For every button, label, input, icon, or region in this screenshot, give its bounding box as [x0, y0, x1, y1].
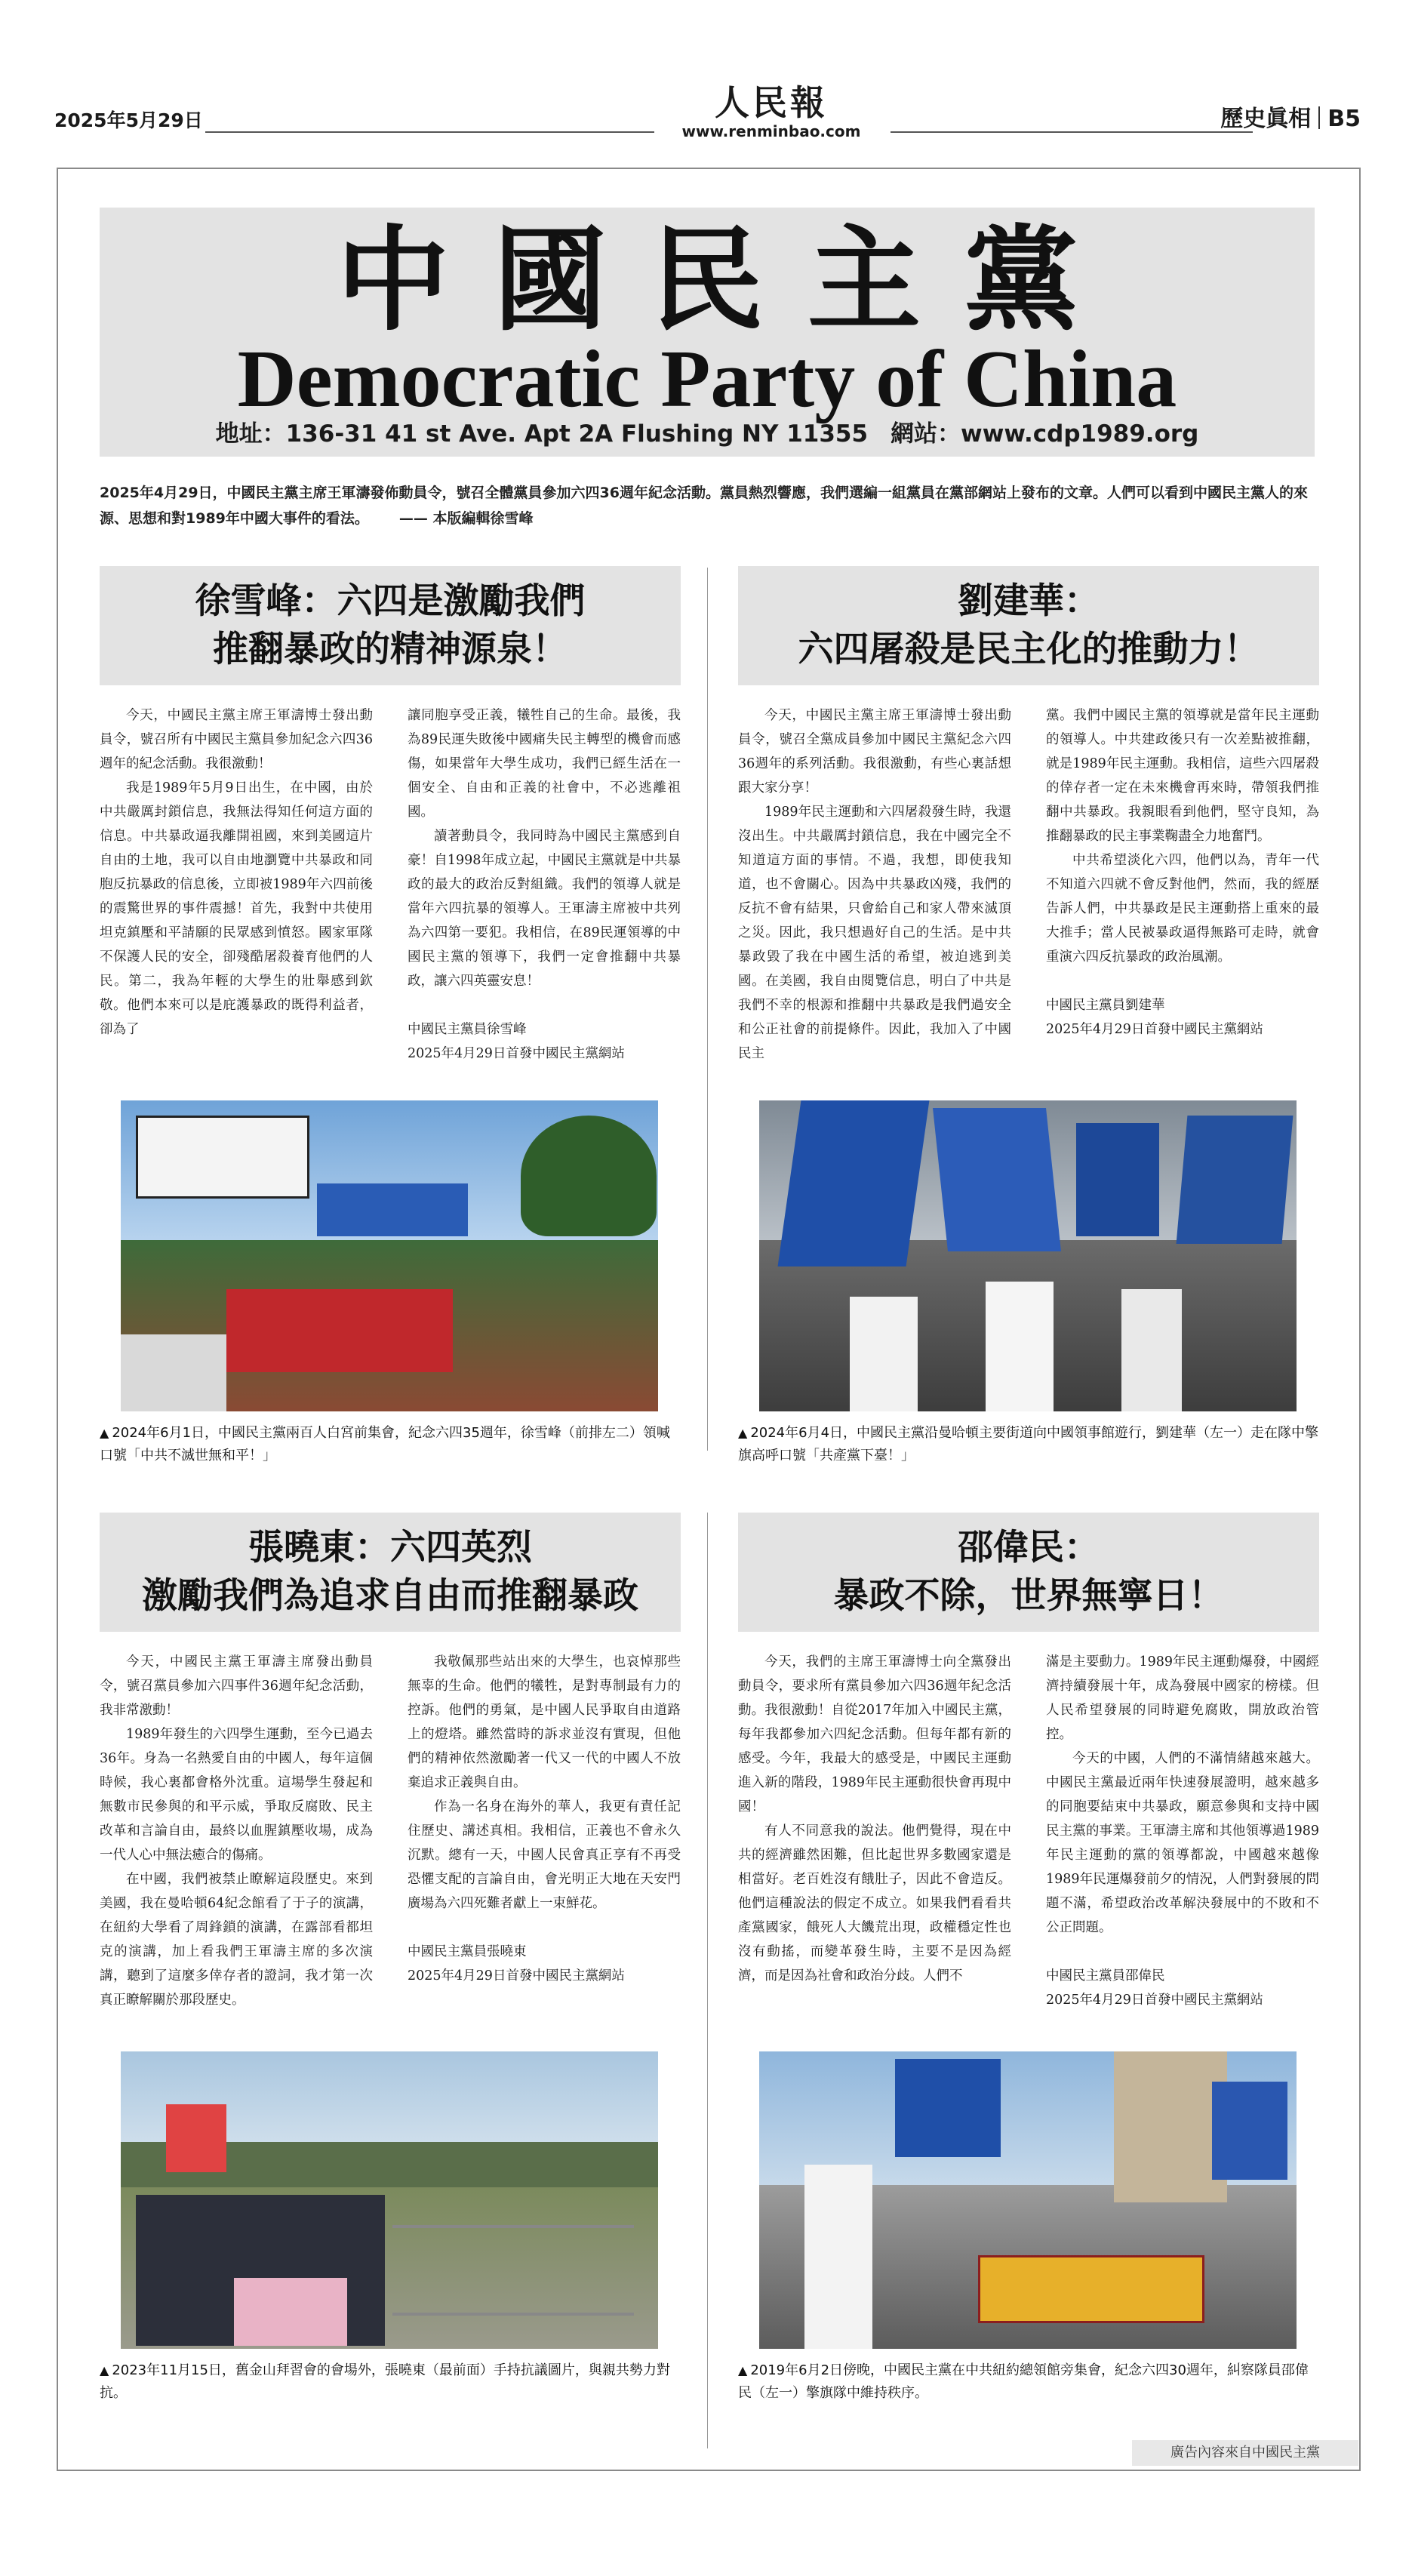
marcher — [850, 1297, 918, 1411]
article-column — [100, 703, 373, 1087]
marcher — [804, 2165, 872, 2349]
author-signature: 中國民主黨員邵偉民 — [1046, 1968, 1165, 1984]
paragraph: 今天，中國民主黨主席王軍濤博士發出動員令，號召所有中國民主黨員參加紀念六四36週年的紀念活動。我很激動！ — [100, 708, 373, 771]
header-rule-left — [205, 131, 654, 133]
author-signature: 中國民主黨員張曉東 — [408, 1944, 527, 1959]
advertisement-notice: 廣告內容來自中國民主黨 — [1132, 2440, 1358, 2466]
protest-photo-san-francisco — [121, 2051, 658, 2349]
paragraph: 我敬佩那些站出來的大學生，也哀悼那些無辜的生命。他們的犧牲，是對專制最有力的控訴。他們的勇氣，是中國人民爭取自由道路上的燈塔。雖然當時的訴求並沒有實現，但他們的精神依然激勵著一代又一代的中國人不放棄追求正義與自由。 — [408, 1654, 681, 1790]
article-column — [1046, 703, 1319, 1087]
publish-note: 2025年4月29日首發中國民主黨網站 — [1046, 1022, 1263, 1037]
article-title — [738, 1513, 1319, 1632]
marcher — [1121, 1289, 1182, 1411]
paragraph: 滿是主要動力。1989年民主運動爆發，中國經濟持續發展十年，成為發展中國家的榜樣。但人民希望發展的同時避免腐敗，開放政治管控。 — [1046, 1654, 1319, 1742]
article-body — [100, 703, 681, 1087]
article-column — [738, 703, 1011, 1087]
photo-caption — [100, 1422, 681, 1467]
paragraph: 黨。我們中國民主黨的領導就是當年民主運動的領導人。中共建政後只有一次差點被推翻，就是1989年民主運動。我相信，這些六四屠殺的倖存者一定在未來機會再來時，帶領我們推翻中共暴政。我親眼看到他們，堅守良知，為推翻暴政的民主事業鞠盡全力地奮鬥。 — [1046, 708, 1319, 844]
paragraph: 1989年民主運動和六四屠殺發生時，我還沒出生。中共嚴厲封鎖信息，我在中國完全不知道這方面的事情。不過，我想，即使我知道，也不會關心。因為中共暴政凶殘，我們的反抗不會有結果，只會給自己和家人帶來滅頂之災。因此，我只想過好自己的生活。是中共暴政毀了我在中國生活的希望，被迫逃到美國。在美國，我自由閱覽信息，明白了中共是我們不幸的根源和推翻中共暴政是我們過安全和公正社會的前提條件。因此，我加入了中國民主 — [738, 805, 1011, 1061]
article-title-line: 激勵我們為追求自由而推翻暴政 — [142, 1575, 638, 1617]
column-divider-bottom — [707, 1513, 708, 2448]
article-column — [738, 1650, 1011, 2033]
article-column — [100, 1650, 373, 2033]
article-column — [408, 1650, 681, 2033]
paragraph: 今天，我們的主席王軍濤博士向全黨發出動員令，要求所有黨員參加六四36週年紀念活動。我很激動！自從2017年加入中國民主黨，每年我都參加六四紀念活動。但每年都有新的感受。今年，我最大的感受是，中國民主運動進入新的階段，1989年民主運動很快會再現中國！ — [738, 1654, 1011, 1814]
photo-caption — [100, 2359, 681, 2405]
masthead-contact — [100, 419, 1315, 449]
section-label — [1186, 100, 1361, 133]
paragraph: 讓同胞享受正義，犧牲自己的生命。最後，我為89民運失敗後中國痛失民主轉型的機會而感傷，如果當年大學生成功，我們已經生活在一個安全、自由和正義的社會中，不必逃離祖國。 — [408, 708, 681, 820]
masthead-address: 地址：136-31 41 st Ave. Apt 2A Flushing NY 11355 — [215, 420, 869, 448]
article-zhang-xiaodong — [100, 1513, 681, 2405]
paragraph: 讀著動員令，我同時為中國民主黨感到自豪！自1998年成立起，中國民主黨就是中共暴政的最大的政治反對組織。我們的領導人就是當年六四抗暴的領導人。王軍濤主席被中共列為六四第一要犯。我相信，在89民運領導的中國民主黨的領導下，我們一定會推翻中共暴政，讓六四英靈安息！ — [408, 829, 681, 989]
intro-paragraph — [100, 480, 1315, 531]
masthead-title-en: Democratic Party of China — [237, 334, 1177, 424]
author-signature: 中國民主黨員劉建華 — [1046, 998, 1165, 1013]
red-banner — [226, 1289, 453, 1372]
issue-date: 2025年5月29日 — [54, 109, 203, 131]
caption-text: 2019年6月2日傍晚，中國民主黨在中共紐約總領館旁集會，紀念六四30週年，糾察隊員邵偉民（左一）擎旗隊中維持秩序。 — [738, 2362, 1309, 2401]
article-title-line: 邵偉民： — [958, 1527, 1100, 1568]
intro-editor: —— 本版編輯徐雪峰 — [398, 510, 534, 527]
paragraph: 今天，中國民主黨主席王軍濤博士發出動員令，號召全黨成員參加中國民主黨紀念六四36週年的系列活動。我很激動，有些心裏話想跟大家分享！ — [738, 708, 1011, 796]
placard — [121, 1334, 226, 1411]
protest-banner — [978, 2255, 1204, 2323]
rally-photo-consulate — [759, 2051, 1297, 2349]
article-body — [738, 1650, 1319, 2033]
masthead-title-cn: 中國民主黨 — [336, 215, 1121, 346]
publish-note: 2025年4月29日首發中國民主黨網站 — [408, 1046, 625, 1061]
triangle-icon: ▲ — [738, 1426, 748, 1440]
section-name: 歷史眞相 — [1220, 106, 1312, 132]
section-separator — [1318, 106, 1320, 129]
article-column — [1046, 1650, 1319, 2033]
newspaper-logo[interactable] — [658, 83, 884, 140]
paragraph: 今天，中國民主黨王軍濤主席發出動員令，號召黨員參加六四事件36週年紀念活動，我非常激動！ — [100, 1654, 373, 1718]
triangle-icon: ▲ — [738, 2363, 748, 2377]
caption-text: 2024年6月1日，中國民主黨兩百人白宮前集會，紀念六四35週年，徐雪峰（前排左二）領喊口號「中共不滅世無和平！」 — [100, 1425, 670, 1463]
paragraph: 中共希望淡化六四，他們以為，青年一代不知道六四就不會反對他們，然而，我的經歷告訴人們，中共暴政是民主運動搭上重來的最大推手；當人民被暴政逼得無路可走時，就會重演六四反抗暴政的政治風潮。 — [1046, 853, 1319, 965]
blue-flag — [933, 1108, 1061, 1251]
photo-caption — [738, 2359, 1319, 2405]
page-header — [54, 82, 1361, 149]
page-number: B5 — [1327, 106, 1361, 132]
paragraph: 今天的中國，人們的不滿情緒越來越大。中國民主黨最近兩年快速發展證明，越來越多的同胞要結束中共暴政，願意參與和支持中國民主黨的事業。王軍濤主席和其他領導過1989年民主運動的黨的領導都說，中國越來越像1989年民運爆發前夕的情況，人們對發展的問題不滿，希望政治改革解決發展中的不敗和不公正問題。 — [1046, 1751, 1319, 1935]
barricade — [392, 2225, 634, 2316]
article-title-line: 六四屠殺是民主化的推動力！ — [798, 629, 1260, 670]
publish-note: 2025年4月29日首發中國民主黨網站 — [1046, 1993, 1263, 2008]
caption-text: 2024年6月4日，中國民主黨沿曼哈頓主要街道向中國領事館遊行，劉建華（左一）走在隊中擎旗高呼口號「共產黨下臺！」 — [738, 1425, 1319, 1463]
author-signature: 中國民主黨員徐雪峰 — [408, 1022, 527, 1037]
tree — [521, 1116, 657, 1236]
paragraph: 作為一名身在海外的華人，我更有責任記住歷史、講述真相。我相信，正義也不會永久沉默。總有一天，中國人民會真正享有不再受恐懼支配的言論自由，會光明正大地在天安門廣場為六四死難者獻上一束鮮花。 — [408, 1799, 681, 1911]
publish-note: 2025年4月29日首發中國民主黨網站 — [408, 1968, 625, 1984]
article-title-line: 劉建華： — [958, 580, 1100, 622]
paragraph: 在中國，我們被禁止瞭解這段歷史。來到美國，我在曼哈頓64紀念館看了于子的演講，在紐約大學看了周鋒鎖的演講，在露部看都坦克的演講，加上看我們王軍濤主席的多次演講，聽到了這麼多倖存者的證詞，我才第一次真正瞭解關於那段歷史。 — [100, 1872, 373, 2008]
triangle-icon: ▲ — [100, 2363, 109, 2377]
intro-text: 2025年4月29日，中國民主黨主席王軍濤發佈動員令，號召全體黨員參加六四36週年紀念活動。黨員熱烈響應，我們選編一組黨員在黨部網站上發布的文章。人們可以看到中國民主黨人的來源、思想和對1989年中國大事件的看法。 — [100, 485, 1308, 527]
article-title — [100, 566, 681, 685]
logo-text: 人民報 — [715, 82, 828, 123]
blue-flag — [895, 2059, 1001, 2157]
red-flags — [166, 2104, 226, 2172]
blue-flag — [1177, 1116, 1293, 1244]
article-liu-jianhua — [738, 566, 1319, 1467]
masthead-website[interactable]: 網站：www.cdp1989.org — [891, 420, 1199, 448]
paragraph: 有人不同意我的說法。他們覺得，現在中共的經濟雖然困難，但比起世界多數國家還是相當好。老百姓沒有餓肚子，因此不會造反。他們這種說法的假定不成立。如果我們看看共產黨國家，餓死人大饑荒出現，政權穩定性也沒有動搖，而變革發生時，主要不是因為經濟，而是因為社會和政治分歧。人們不 — [738, 1824, 1011, 1984]
paragraph: 我是1989年5月9日出生，在中國，由於中共嚴厲封鎖信息，我無法得知任何這方面的信息。中共暴政逼我離開祖國，來到美國這片自由的土地，我可以自由地瀏覽中共暴政和同胞反抗暴政的信息後，立即被1989年六四前後的震驚世界的事件震撼！首先，我對中共使用坦克鎮壓和平請願的民眾感到憤怒。國家軍隊不保護人民的安全，卻殘酷屠殺養育他們的人民。第二，我為年輕的大學生的壯舉感到欽敬。他們本來可以是庇護暴政的既得利益者，卻為了 — [100, 780, 373, 1037]
caption-text: 2023年11月15日，舊金山拜習會的會場外，張曉東（最前面）手持抗議圖片，與親共勢力對抗。 — [100, 2362, 670, 2401]
article-title-line: 暴政不除，世界無寧日！ — [833, 1575, 1224, 1617]
article-xu-xuefeng — [100, 566, 681, 1467]
article-column — [408, 703, 681, 1087]
building — [1114, 2051, 1227, 2202]
blue-flag — [778, 1100, 930, 1266]
marcher — [986, 1282, 1054, 1411]
article-body — [738, 703, 1319, 1087]
article-title — [100, 1513, 681, 1632]
triangle-icon: ▲ — [100, 1426, 109, 1440]
march-photo-manhattan — [759, 1100, 1297, 1411]
masthead — [100, 208, 1315, 457]
article-title-line: 張曉東：六四英烈 — [248, 1527, 532, 1568]
photo-caption — [738, 1422, 1319, 1467]
article-title-line: 推翻暴政的精神源泉！ — [213, 629, 568, 670]
blue-flag — [1076, 1123, 1159, 1236]
article-title-line: 徐雪峰：六四是激勵我們 — [195, 580, 586, 622]
blue-flag — [1212, 2082, 1287, 2180]
protest-banner — [136, 1116, 309, 1199]
flag-banner — [317, 1183, 468, 1236]
article-shao-weimin — [738, 1513, 1319, 2405]
paragraph: 1989年發生的六四學生運動，至今已過去36年。身為一名熱愛自由的中國人，每年這個時候，我心裏都會格外沈重。這場學生發起和無數市民參與的和平示威，爭取反腐敗、民主改革和言論自由，最終以血腥鎮壓收場，成為一代人心中無法癒合的傷痛。 — [100, 1727, 373, 1863]
rally-photo-white-house — [121, 1100, 658, 1411]
column-divider-top — [707, 568, 708, 1451]
article-body — [100, 1650, 681, 2033]
logo-url[interactable]: www.renminbao.com — [681, 122, 861, 140]
protest-sign — [234, 2278, 347, 2346]
article-title — [738, 566, 1319, 685]
